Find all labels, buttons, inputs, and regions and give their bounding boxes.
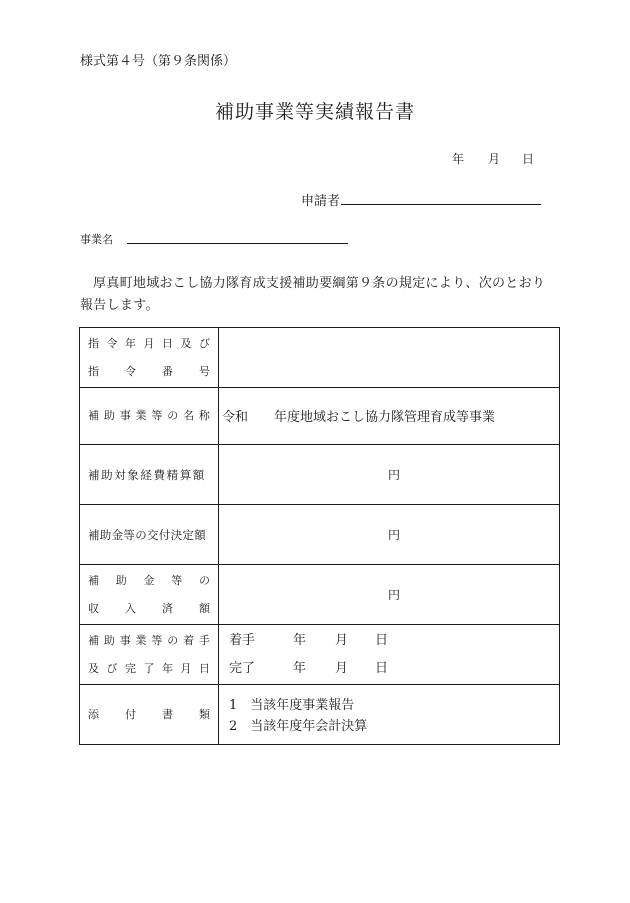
- start-day-label: 日: [375, 632, 389, 648]
- start-year-label: 年: [293, 632, 307, 648]
- day-label: 日: [522, 152, 535, 166]
- document-title: 補助事業等実績報告書: [214, 101, 415, 123]
- end-day-label: 日: [375, 660, 389, 676]
- business-name-label: 事業名: [80, 233, 113, 246]
- table-row-eligible-cost: [80, 445, 560, 505]
- project-name-label-cell: [80, 388, 219, 445]
- grant-decision-label: 補助金等の交付決定額: [88, 527, 206, 542]
- year-label: 年: [452, 152, 465, 166]
- start-label: 着手: [229, 632, 256, 648]
- grant-decision-value-cell[interactable]: [219, 505, 560, 565]
- attachment-item: 2 当該年度年会計決算: [229, 719, 368, 734]
- grant-received-label-line2: 収 入 済 額: [88, 601, 210, 615]
- project-name-value: 令和 年度地域おこし協力隊管理育成等事業: [222, 410, 496, 425]
- eligible-cost-label: 補助対象経費精算額: [88, 467, 206, 482]
- end-month-label: 月: [335, 660, 349, 676]
- table-row-order-date: [80, 328, 560, 388]
- intro-paragraph: 厚真町地域おこし協力隊育成支援補助要綱第９条の規定により、次のとおり報告します。: [80, 276, 546, 313]
- project-dates-label-line1: 補 助 事 業 等 の 着 手: [88, 633, 210, 647]
- project-dates-label-cell: [80, 625, 219, 685]
- table-row-attachments: [80, 685, 560, 745]
- report-table: [79, 327, 560, 745]
- end-year-label: 年: [293, 660, 307, 676]
- order-date-label-line2: 指 令 番 号: [88, 364, 210, 378]
- grant-received-label-line1: 補 助 金 等 の: [88, 573, 210, 587]
- start-month-label: 月: [335, 632, 349, 648]
- start-date-row: [219, 630, 559, 652]
- order-date-label-cell: [80, 328, 219, 388]
- order-date-value-cell[interactable]: [219, 328, 560, 388]
- month-label: 月: [488, 152, 501, 166]
- project-name-label: 補 助 事 業 等 の 名 称: [88, 409, 210, 422]
- attachments-label-cell: [80, 685, 219, 745]
- yen-unit: 円: [387, 468, 400, 482]
- eligible-cost-value-cell[interactable]: [219, 445, 560, 505]
- grant-received-value-cell[interactable]: [219, 565, 560, 625]
- yen-unit: 円: [387, 588, 400, 602]
- applicant-label: 申請者: [301, 194, 341, 209]
- yen-unit: 円: [387, 528, 400, 542]
- project-name-value-cell[interactable]: [219, 388, 560, 445]
- attachment-item: 1 当該年度事業報告: [229, 698, 355, 713]
- applicant-signature-line[interactable]: [341, 204, 541, 205]
- table-row-grant-decision: [80, 505, 560, 565]
- grant-received-label-cell: [80, 565, 219, 625]
- project-dates-label-line2: 及 び 完 了 年 月 日: [88, 661, 210, 675]
- attachments-value-cell[interactable]: [219, 685, 560, 745]
- table-row-project-name: [80, 388, 560, 445]
- project-dates-value-cell[interactable]: [219, 625, 560, 685]
- grant-decision-label-cell: [80, 505, 219, 565]
- business-name-line[interactable]: [127, 243, 348, 244]
- order-date-label-line1: 指 令 年 月 日 及 び: [88, 336, 210, 350]
- eligible-cost-label-cell: [80, 445, 219, 505]
- table-row-grant-received: [80, 565, 560, 625]
- form-number: 様式第４号（第９条関係）: [80, 54, 237, 69]
- attachments-label: 添 付 書 類: [88, 707, 210, 721]
- table-row-project-dates: [80, 625, 560, 685]
- end-label: 完了: [229, 660, 256, 676]
- report-date: [452, 150, 534, 167]
- end-date-row: [219, 658, 559, 680]
